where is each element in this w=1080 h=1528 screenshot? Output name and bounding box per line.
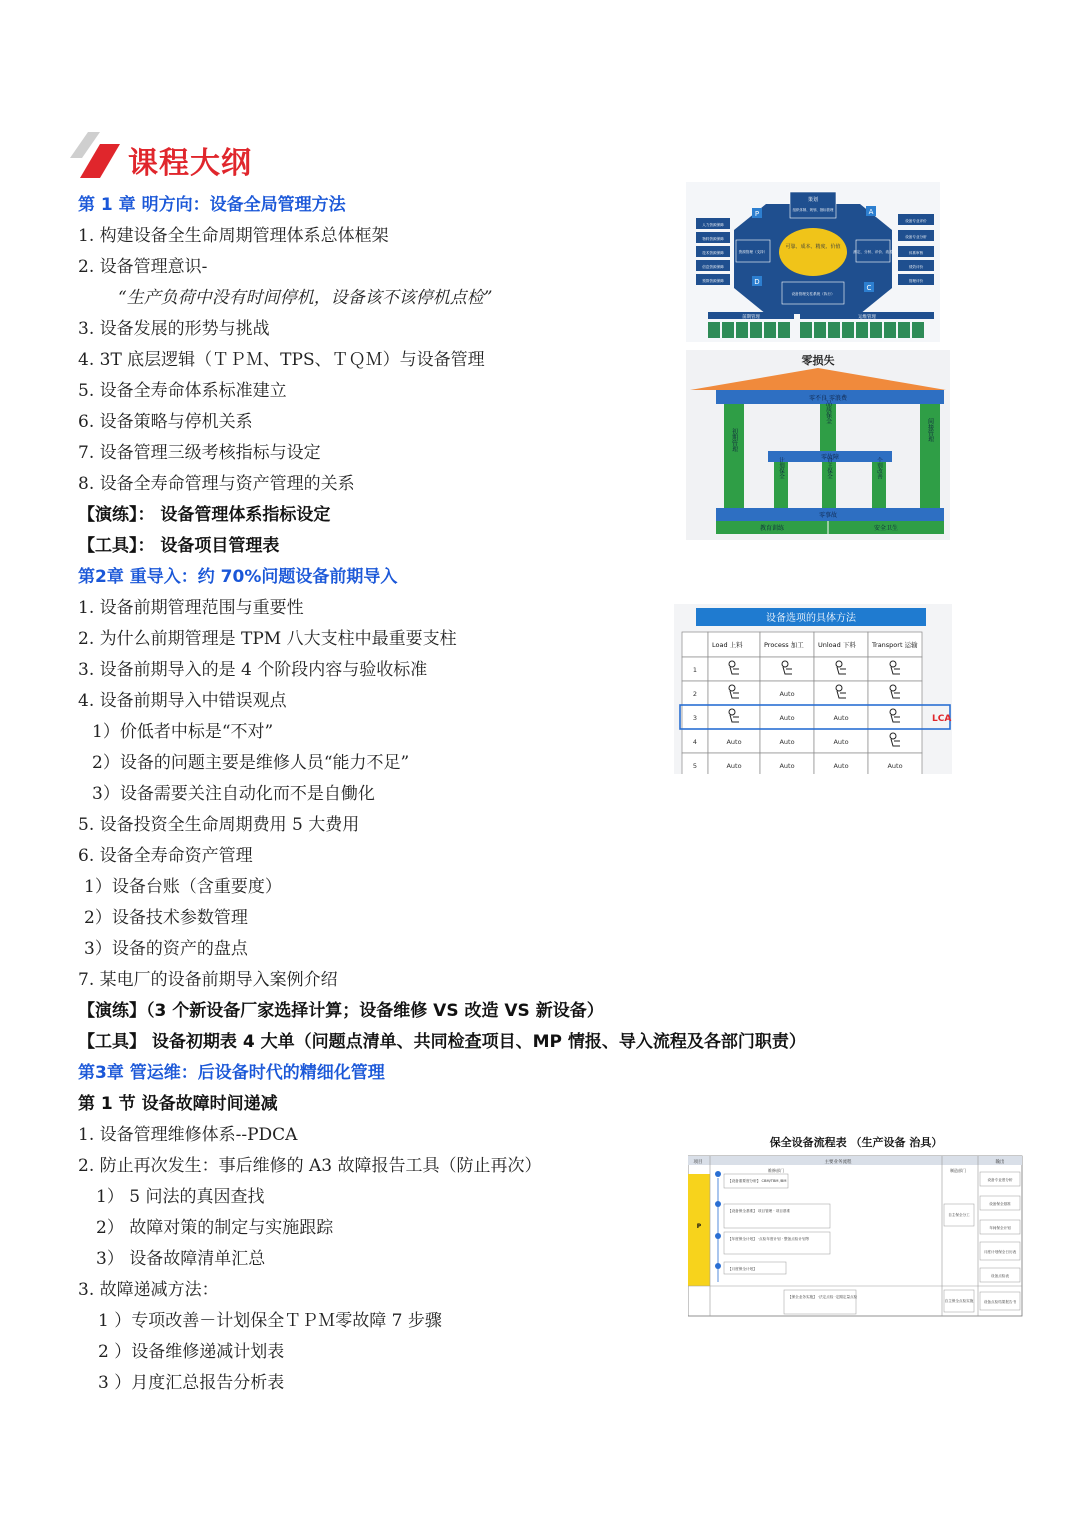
zero-loss-label: 零损失 [801,354,835,367]
tool-line: 【工具】： 设备项目管理表 [78,536,280,556]
col-flow: 主要业务流程 [824,1160,852,1165]
outline-line: 3. 故障递减方法： [78,1280,219,1300]
row-number: 1 [692,666,698,674]
svg-text:物料资源保障: 物料资源保障 [702,237,724,241]
worker-cell-text: 人 [850,677,851,678]
outline-line: 1. 设备管理维修体系--PDCA [78,1125,298,1145]
col-output: 输出 [995,1160,1005,1165]
auto-cell: Auto [833,738,849,746]
center-pillar-label: 品质保全 [824,400,832,424]
svg-text:人力资源保障: 人力资源保障 [702,223,724,227]
auto-cell: Auto [779,714,795,722]
outline-subline: 2）设备技术参数管理 [84,908,248,928]
small-pillar-label: 计划保全 [778,457,784,479]
outline-line: 2. 防止再次发生：事后维修的 A3 故障报告工具（防止再次） [78,1156,542,1176]
outline-subline: 1）价低者中标是“不对” [92,722,274,742]
auto-cell: Auto [833,762,849,770]
auto-cell: Auto [887,762,903,770]
prod-dept: 制造部门 [950,1168,966,1173]
left-resource-boxes [696,218,730,285]
worker-cell-text: 人 [743,701,744,702]
svg-text:设备专业分析: 设备专业分析 [905,235,927,239]
worker-cell-text: 人 [850,701,851,702]
auto-cell: Auto [726,738,742,746]
tpm-house-diagram [686,350,950,540]
outline-subline: 2） 故障对策的制定与实施跟踪 [96,1218,334,1238]
corner-p: P [754,210,760,218]
worker-cell-text: 人 [743,677,744,678]
outline-line: 4. 3T 底层逻辑（ＴＰＭ、TPS、ＴＱＭ）与设备管理 [78,350,485,370]
table-title: 设备选项的具体方法 [766,613,856,624]
auto-cell: Auto [726,762,742,770]
worker-cell-text: 人 [796,677,797,678]
outline-subline: 3）设备需要关注自动化而不是自働化 [92,784,375,804]
outline-subline: 3 ）月度汇总报告分析表 [98,1373,285,1393]
outline-line: 2. 为什么前期管理是 TPM 八大支柱中最重要支柱 [78,629,457,649]
row-number: 2 [692,690,698,698]
svg-text:年间保全计划: 年间保全计划 [989,1226,1011,1230]
mid-beam-label: 零故障 [820,454,840,461]
corner-d: D [754,278,760,286]
outline-line: 5. 设备投资全生命周期费用 5 大费用 [78,815,360,835]
row-number: 5 [692,762,698,770]
flow-title: 保全设备流程表 （生产设备 治具） [769,1136,943,1149]
tool-line: 【工具】 设备初期表 4 大单（问题点清单、共同检查项目、MP 情报、导入流程及各部门职责） [78,1032,806,1052]
svg-text:体系审核: 体系审核 [908,251,924,255]
svg-text:【月度保全计划】: 【月度保全计划】 [728,1267,757,1271]
maintenance-flow-table [688,1132,1024,1318]
svg-text:设备专业度分析: 设备专业度分析 [987,1178,1013,1182]
small-pillar-label: 个别改善 [876,457,882,479]
section-heading: 第 1 节 设备故障时间递减 [78,1094,278,1114]
outline-line: 1. 构建设备全生命周期管理体系总体框架 [78,226,389,246]
foundation-right-label: 安全卫生 [873,525,899,532]
outline-quote: “生产负荷中没有时间停机，设备该不该停机点检” [118,288,493,308]
exercise-line: 【演练】： 设备管理体系指标设定 [78,505,331,525]
top-label: 策划 [807,197,819,203]
outline-line: 6. 设备策略与停机关系 [78,412,253,432]
right-pillar-label: 间接管理 [926,418,934,442]
svg-text:自主保全分工: 自主保全分工 [948,1213,970,1217]
worker-cell-text: 人 [904,725,905,726]
col-project: 项目 [693,1160,703,1165]
svg-text:设备专业评价: 设备专业评价 [905,219,927,223]
auto-cell: Auto [779,762,795,770]
svg-text:技术资源保障: 技术资源保障 [702,251,724,255]
svg-text:【设备保全基准】 项目管理 · 项目基准: 【设备保全基准】 项目管理 · 项目基准 [728,1209,791,1213]
outline-subline: 1）设备台账（含重要度） [84,877,282,897]
auto-cell: Auto [779,738,795,746]
corner-a: A [868,208,874,216]
worker-cell-text: 人 [743,725,744,726]
outline-line: 2. 设备管理意识- [78,257,208,277]
outline-line: 3. 设备发展的形势与挑战 [78,319,270,339]
outline-subline: 1） 5 问法的真因查找 [96,1187,265,1207]
exercise-line: 【演练】（3 个新设备厂家选择计算；设备维修 VS 改造 VS 新设备） [78,1001,604,1021]
maint-dept: 维修部门 [768,1168,784,1173]
svg-text:信息资源保障: 信息资源保障 [702,265,724,269]
small-pillar-label: 自主保全 [826,457,832,479]
auto-cell: Auto [833,714,849,722]
left-label: 资源管理（支持） [738,250,768,254]
slash-logo-icon [70,132,132,184]
outline-line: 3. 设备前期导入的是 4 个阶段内容与验收标准 [78,660,428,680]
top-beam-label: 零不良 零浪费 [809,395,847,402]
svg-text:【设备重要度分析】 CBM/TBM /BM: 【设备重要度分析】 CBM/TBM /BM [728,1179,787,1183]
outline-line: 1. 设备前期管理范围与重要性 [78,598,304,618]
auto-cell: Auto [779,690,795,698]
worker-cell-text: 人 [904,701,905,702]
outline-line: 7. 某电厂的设备前期导入案例介绍 [78,970,338,990]
base-beam-label: 零事故 [818,512,838,519]
outline-subline: 1 ）专项改善－计划保全ＴＰＭ零故障 7 步骤 [98,1311,442,1331]
bottom-label: 设备管理支柱系统（执行） [791,292,835,296]
outline-line: 6. 设备全寿命资产管理 [78,846,253,866]
left-pillar-label: 初期管理 [730,428,738,452]
outline-subline: 3） 设备故障清单汇总 [96,1249,266,1269]
worker-cell-text: 人 [904,749,905,750]
svg-text:管理评价: 管理评价 [908,279,924,283]
outline-line: 5. 设备全寿命体系标准建立 [78,381,287,401]
outline-subline: 2）设备的问题主要是维修人员“能力不足” [92,753,410,773]
phase-p: P [696,1223,702,1230]
svg-text:设备点检结果报告书: 设备点检结果报告书 [983,1300,1017,1304]
outline-line: 8. 设备全寿命管理与资产管理的关系 [78,474,355,494]
chapter-2-heading: 第2章 重导入：约 70%问题设备前期导入 [78,567,398,587]
svg-text:【保全业务实施】 ·法定点检 ·定期定量点检: 【保全业务实施】 ·法定点检 ·定期定量点检 [788,1295,858,1299]
table-header-cell: Process 加工 [764,641,804,649]
corner-c: C [866,284,872,292]
chapter-1-heading: 第 1 章 明方向：设备全局管理方法 [78,195,346,215]
center-label: 可靠、成本、精度、价值 [785,244,841,250]
pre-management-bar: 前期管理 [742,315,760,320]
svg-text:【年度保全计划】 ·点检年度计划 · 整备点检计划等: 【年度保全计划】 ·点检年度计划 · 整备点检计划等 [728,1237,810,1241]
worker-cell-text: 人 [904,677,905,678]
right-evaluation-boxes [898,214,934,285]
table-header-cell: Load 上料 [712,641,743,649]
outline-line: 7. 设备管理三级考核指标与设定 [78,443,321,463]
svg-text:预算资源保障: 预算资源保障 [702,279,724,283]
page-title: 课程大纲 [128,146,252,181]
row-number: 4 [692,738,698,746]
foundation-left-label: 教育训练 [759,525,785,532]
course-outline-header [70,132,370,184]
outline-subline: 3）设备的资产的盘点 [84,939,248,959]
svg-text:设备保全基准: 设备保全基准 [989,1202,1011,1206]
outline-subline: 2 ）设备维修递减计划表 [98,1342,285,1362]
selection-grid [682,632,922,774]
right-label: 测定、分析、评价、改善 [853,250,893,254]
svg-text:设备点检表: 设备点检表 [991,1274,1009,1278]
operation-management-bar: 运维管理 [858,315,876,320]
lca-label: LCA [932,714,952,724]
svg-text:绩效评价: 绩效评价 [908,265,924,269]
svg-text:自主保全点检实施: 自主保全点检实施 [944,1299,974,1303]
chapter-3-heading: 第3章 管运维：后设备时代的精细化管理 [78,1063,385,1083]
top-sub-label: 组织体制、规划、指标管理 [792,208,834,212]
equipment-selection-table [674,604,952,774]
table-header-cell: Transport 运输 [872,641,918,649]
table-header-cell: Unload 下料 [818,641,856,649]
svg-text:月度计划保全日历表: 月度计划保全日历表 [983,1250,1017,1254]
outline-line: 4. 设备前期导入中错误观点 [78,691,287,711]
row-number: 3 [692,714,698,722]
management-framework-diagram [686,182,940,342]
